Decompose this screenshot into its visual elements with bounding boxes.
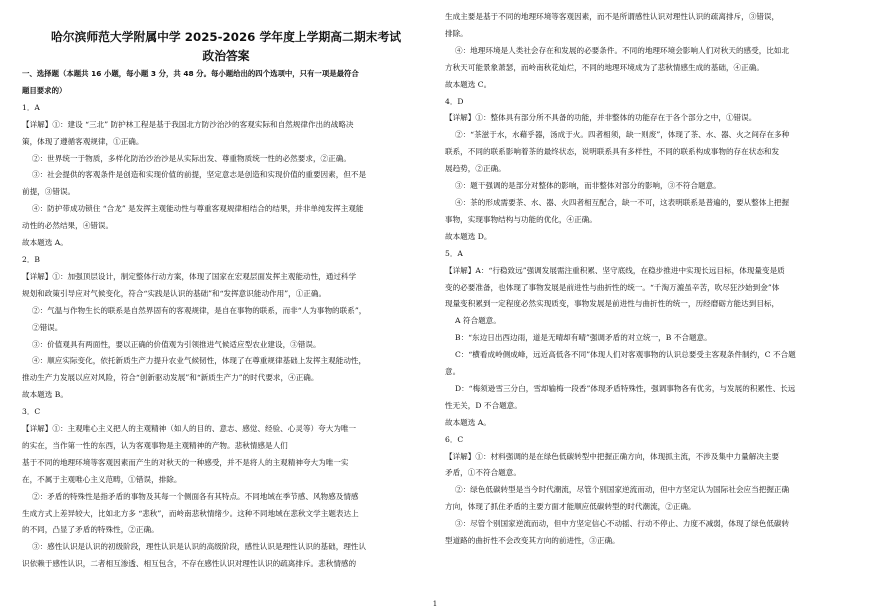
text-line: 【详解】A：“行稳致远”强调发展需注重积累、坚守底线，在稳步推进中实现长远目标，体现量变是质 xyxy=(445,265,785,275)
text-line: ②：“茶滋于水，水藉乎器，汤成于火。四者相须，缺一则废”，体现了茶、水、器、火之间存在多种 xyxy=(455,130,790,140)
text-line: ④：防护带成功锁住 “合龙” 是发挥主观能动性与尊重客观规律相结合的结果，并非单纯发挥主观能 xyxy=(32,204,364,214)
exam-title: 哈尔滨师范大学附属中学 2025-2026 学年度上学期高二期末考试 xyxy=(50,30,402,44)
text-line: 基于不同的地理环境等客观因素而产生的对秋天的一种感受，并不是将人的主观精神夸大为唯一实 xyxy=(22,457,349,467)
text-line: 4．D xyxy=(445,96,464,106)
text-line: 【详解】①：整体具有部分所不具备的功能，并非整体的功能存在于各个部分之中，①错误。 xyxy=(445,113,757,123)
text-line: 【详解】①：建设 “三北” 防护林工程是基于我国北方防沙治沙的客观实际和自然规律作出的战略决 xyxy=(22,119,354,129)
text-line: ③：题干强调的是部分对整体的影响，而非整体对部分的影响，③不符合题意。 xyxy=(455,181,721,191)
text-line: 规划和政策引导应对气候变化，符合“实践是认识的基础”和“发挥意识能动作用”，①正确。 xyxy=(22,288,327,298)
text-line: ④：茶的形成需要茶、水、器、火四者相互配合，缺一不可，这表明联系是普遍的，要从整体上把握 xyxy=(455,197,790,207)
text-line: ③：价值观具有两面性，要以正确的价值观为引领推进气候适应型农业建设，③错误。 xyxy=(32,339,321,349)
text-line: 的实在，当作第一性的东西，认为客观事物是主观精神的产物。悲秋情感是人们 xyxy=(22,440,288,450)
text-line: 矛盾，①不符合题意。 xyxy=(445,468,521,478)
text-line: 6．C xyxy=(445,434,464,444)
text-line: 【详解】①：材料强调的是在绿色低碳转型中把握正确方向，体现抓主流，不涉及集中力量解决主要 xyxy=(445,451,780,461)
answer-subtitle: 政治答案 xyxy=(202,49,250,63)
text-line: ④：顺应实际变化，依托新质生产力提升农业气候韧性，体现了在尊重规律基础上发挥主观能动性， xyxy=(32,356,367,366)
text-line: 在，不属于主观唯心主义范畴，①错误，排除。 xyxy=(22,474,182,484)
text-line: 故本题选 C。 xyxy=(445,79,492,89)
text-line: ②：矛盾的特殊性是指矛盾的事物及其每一个侧面各有其特点。不同地域在季节感、风物感及情感 xyxy=(32,491,359,501)
section-heading-line-2: 题目要求的） xyxy=(22,85,67,95)
text-line: 推动生产力发展以应对风险，符合“创新驱动发展”和“新质生产力”的时代要求，④正确。 xyxy=(22,373,319,383)
text-line: 变的必要准备，也体现了事物发展是前进性与曲折性的统一。“千淘万漉虽辛苦，吹尽狂沙始到金”体 xyxy=(445,282,780,292)
text-line: B：“东边日出西边雨，道是无晴却有晴”强调矛盾的对立统一，B 不合题意。 xyxy=(455,333,712,343)
section-heading-line-1: 一、选择题（本题共 16 小题，每小题 3 分，共 48 分。每小题给出的四个选项中，只有一项是最符合 xyxy=(22,69,359,78)
text-line: 前提，③错误。 xyxy=(22,187,76,197)
text-line: 故本题选 B。 xyxy=(22,390,68,400)
text-line: 动性的必然结果，④错误。 xyxy=(22,221,114,231)
left-column xyxy=(22,0,430,573)
text-line: A 符合题意。 xyxy=(455,316,501,326)
text-line: 【详解】①：主观唯心主义把人的主观精神（如人的目的、意志、感觉、经验、心灵等）夸大为唯一 xyxy=(22,424,357,434)
text-line: ②：绿色低碳转型是当今时代潮流，尽管个别国家逆流而动，但中方坚定认为国际社会应当把握正确 xyxy=(455,485,790,495)
text-line: D：“梅须逊雪三分白，雪却输梅一段香”体现矛盾特殊性，强调事物各有优劣，与发展的积累性、长远 xyxy=(455,383,796,393)
text-line: ②：气温与作物生长的联系是自然界固有的客观规律，是自在事物的联系，而非“人为事物的联系”， xyxy=(32,305,367,315)
text-line: ③：社会提供的客观条件是创造和实现价值的前提，坚定意志是创造和实现价值的重要因素，但不是 xyxy=(32,170,367,180)
text-line: ②：世界统一于物质，多样化防治沙治沙是从实际出发、尊重物质统一性的必然要求，②正确。 xyxy=(32,153,351,163)
text-line: 展趋势，②正确。 xyxy=(445,164,506,174)
text-line: 联系，不同的联系影响着茶的最终状态，说明联系具有多样性，不同的联系构成事物的存在状态和发 xyxy=(445,147,780,157)
text-line: 故本题选 A。 xyxy=(445,417,491,427)
text-line: ④：地理环境是人类社会存在和发展的必要条件。不同的地理环境会影响人们对秋天的感受，比如北 xyxy=(455,45,790,55)
text-line: 生成方式上差异较大，比如北方多 “悲秋”，而岭南悲秋情绪少。这种不同地域在悲秋文学主题表达上 xyxy=(22,508,359,518)
text-line: 意。 xyxy=(445,367,461,377)
page-number: 1 xyxy=(432,600,438,608)
left-answer-body xyxy=(22,100,430,573)
text-line: 生成主要是基于不同的地理环境等客观因素，而不是所谓感性认识对理性认识的疏离排斥，③错误， xyxy=(445,12,780,21)
text-line: 策，体现了遵循客观规律，①正确。 xyxy=(22,136,144,146)
text-line: 现量变积累到一定程度必然实现质变，事物发展是前进性与曲折性的统一，历经磨砺方能达到目标， xyxy=(445,299,780,309)
right-column xyxy=(445,0,853,550)
text-line: C：“横看成岭侧成峰，远近高低各不同”体现人们对客观事物的认识总要受主客观条件制约，C 不合题 xyxy=(455,350,796,360)
text-line: 型道路的曲折性不会改变其方向的前进性，③正确。 xyxy=(445,536,620,546)
text-line: 排除。 xyxy=(445,28,468,38)
text-line: 识依赖于感性认识，二者相互渗透、相互包含，不存在感性认识对理性认识的疏离排斥。悲秋情感的 xyxy=(22,559,357,569)
right-answer-body xyxy=(445,9,853,550)
text-line: 1．A xyxy=(22,102,40,112)
text-line: 的不同，凸显了矛盾的特殊性，②正确。 xyxy=(22,525,159,535)
text-line: 3．C xyxy=(22,407,41,417)
text-line: 5．A xyxy=(445,248,463,258)
text-line: 【详解】①：加强顶层设计，制定整体行动方案，体现了国家在宏观层面发挥主观能动性，通过科学 xyxy=(22,271,357,281)
text-line: 方秋天可能景象萧瑟，而岭南秋花灿烂，不同的地理环境成为了悲秋情感生成的基础，④正确。 xyxy=(445,62,764,72)
text-line: 2．B xyxy=(22,254,41,264)
text-line: 故本题选 D。 xyxy=(445,231,492,241)
text-line: 故本题选 A。 xyxy=(22,238,68,248)
text-line: 性无关，D 不合题意。 xyxy=(445,400,522,410)
text-line: ③：尽管个别国家逆流而动，但中方坚定信心不动摇、行动不停止、力度不减弱，体现了绿色低碳转 xyxy=(455,519,790,529)
text-line: 事物，实现事物结构与功能的优化，④正确。 xyxy=(445,214,597,224)
text-line: ③：感性认识是认识的初级阶段，理性认识是认识的高级阶段，感性认识是理性认识的基础，理性认 xyxy=(32,542,367,552)
text-line: ②错误。 xyxy=(32,322,63,332)
text-line: 方向，体现了抓住矛盾的主要方面才能顺应低碳转型的时代潮流，②正确。 xyxy=(445,502,696,512)
